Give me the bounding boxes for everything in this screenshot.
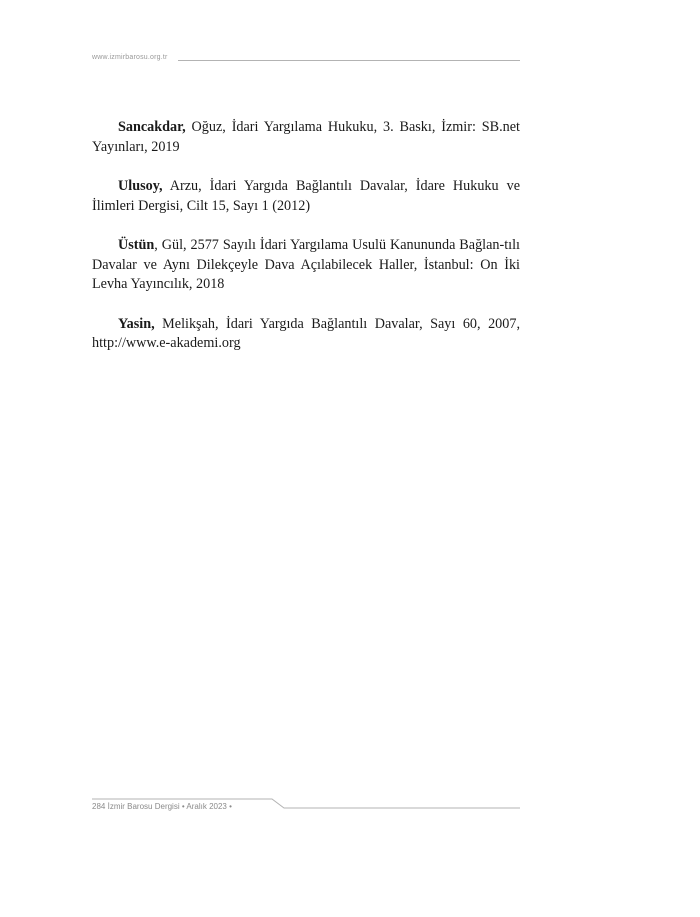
- journal-name: İzmir Barosu Dergisi • Aralık 2023 •: [107, 802, 232, 811]
- reference-list: [92, 118, 520, 374]
- page-footer: [92, 798, 520, 814]
- header-rule: [178, 60, 520, 61]
- reference-entry: [92, 118, 520, 157]
- reference-entry: [92, 315, 520, 354]
- reference-author: Sancakdar,: [118, 119, 186, 135]
- reference-text: Arzu, İdari Yargıda Bağlantılı Davalar, İdare Hukuku ve İlimleri Dergisi, Cilt 15, Sayı 1 (2012): [92, 178, 520, 214]
- page-header: [92, 54, 520, 68]
- reference-entry: [92, 177, 520, 216]
- reference-text: , Gül, 2577 Sayılı İdari Yargılama Usulü Kanununda Bağlan-tılı Davalar ve Aynı Dilekçeyle Dava Açılabilecek Haller, İstanbul: On İki Levha Yayıncılık, 2018: [92, 237, 520, 292]
- reference-author: Yasin,: [118, 315, 155, 332]
- header-url: www.izmirbarosu.org.tr: [92, 54, 168, 61]
- page-number: 284: [92, 802, 106, 811]
- reference-text: Melikşah, İdari Yargıda Bağlantılı Davalar, Sayı 60, 2007, http://www.e-akademi.org: [92, 315, 520, 351]
- reference-author: Üstün: [118, 237, 155, 253]
- reference-author: Ulusoy,: [118, 178, 163, 194]
- reference-text: Oğuz, İdari Yargılama Hukuku, 3. Baskı, İzmir: SB.net Yayınları, 2019: [92, 119, 520, 155]
- reference-entry: [92, 236, 520, 295]
- footer-text: [92, 802, 232, 811]
